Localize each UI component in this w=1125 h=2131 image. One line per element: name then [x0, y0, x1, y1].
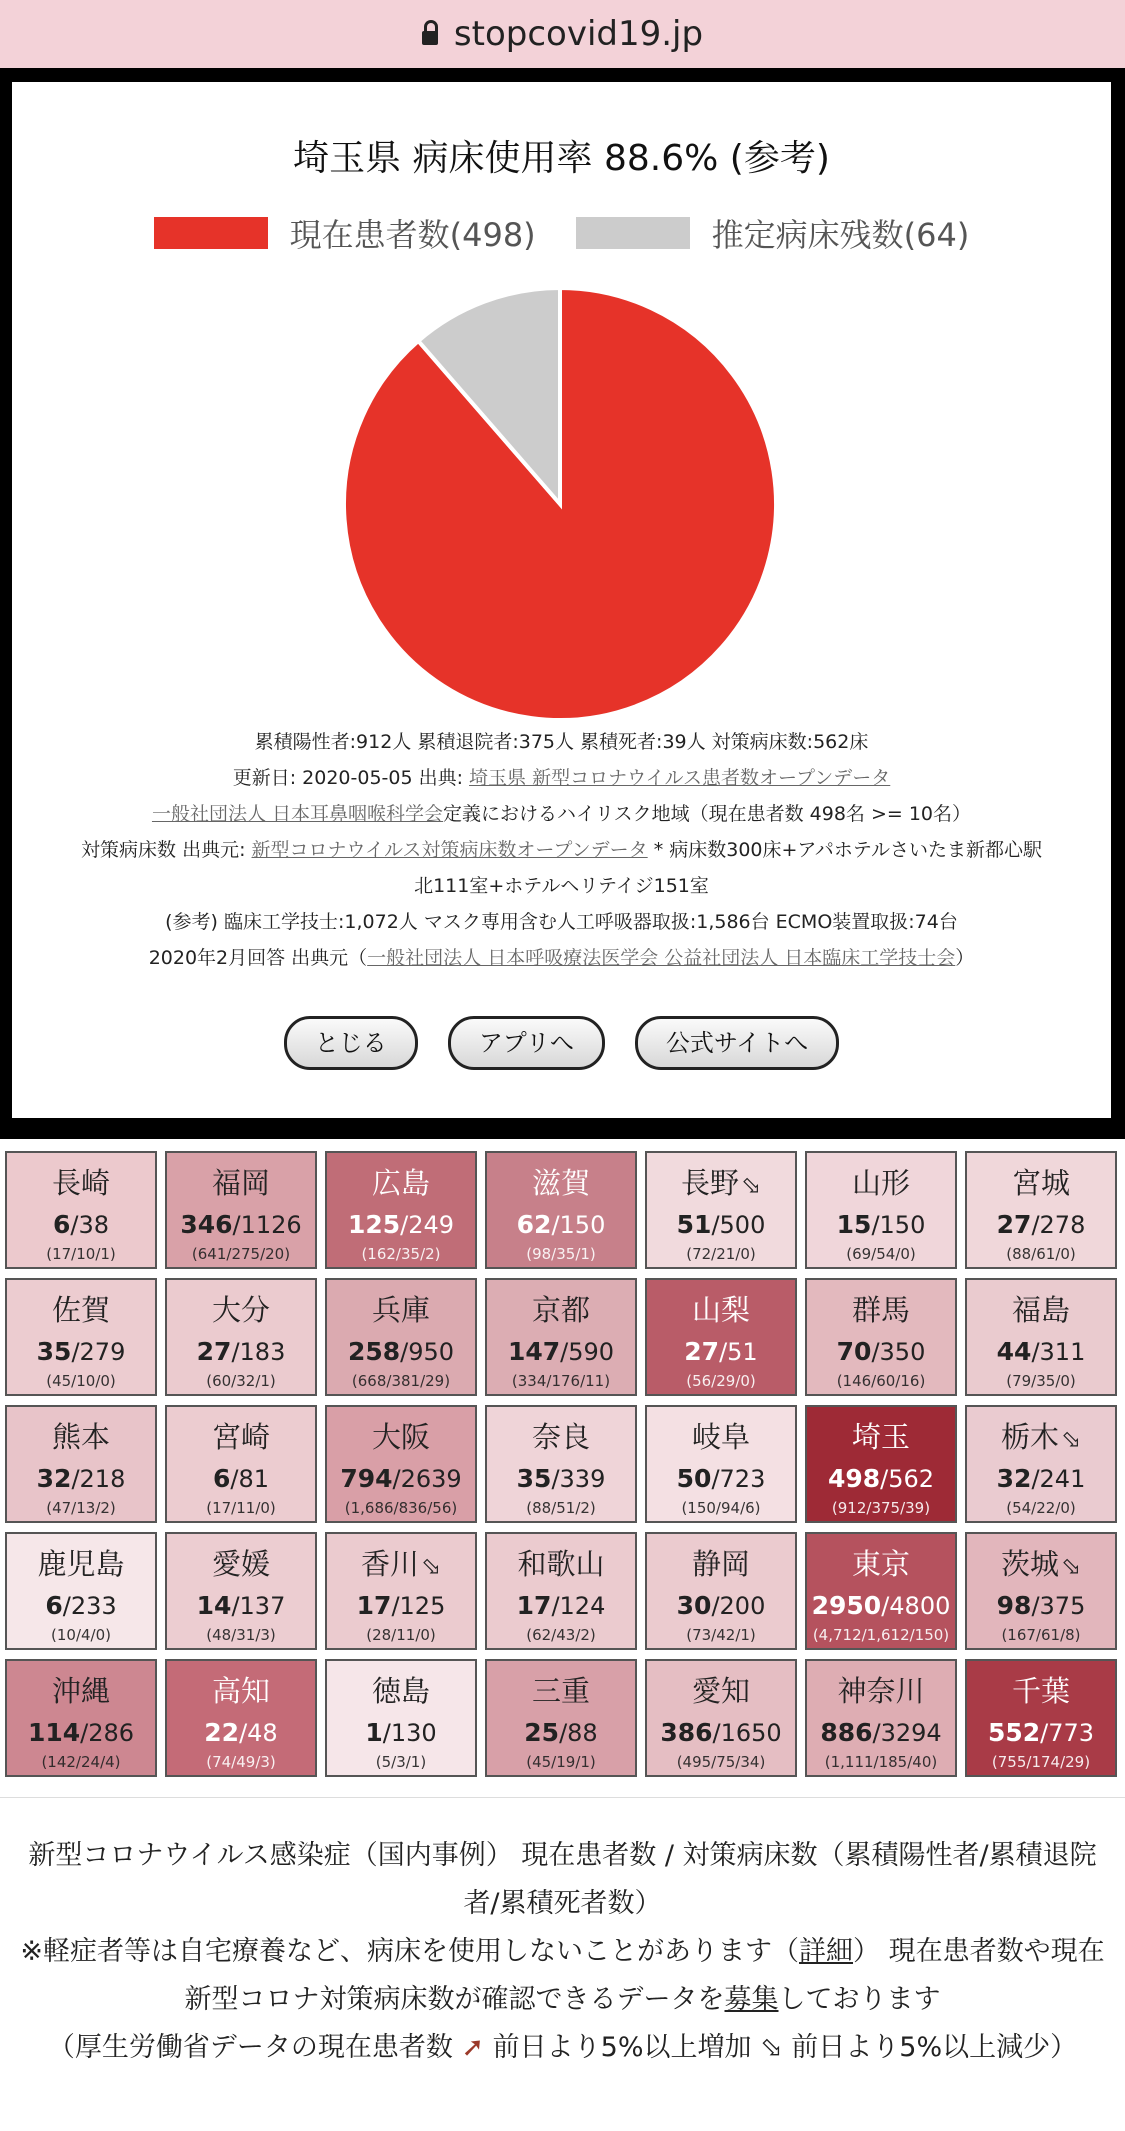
recruit-link[interactable]: 募集	[724, 1984, 779, 2015]
cumulative-stats: (28/11/0)	[366, 1626, 436, 1644]
prefecture-name	[967, 1415, 1115, 1456]
prefecture-cell[interactable]	[485, 1151, 637, 1269]
prefecture-name	[167, 1542, 315, 1583]
prefecture-name-text: 徳島	[371, 1674, 430, 1708]
cumulative-stats: (48/31/3)	[206, 1626, 276, 1644]
current-patients: 35	[36, 1337, 72, 1366]
prefecture-name-text: 福島	[1011, 1293, 1070, 1327]
patients-beds	[487, 1337, 635, 1366]
patients-beds	[807, 1464, 955, 1493]
cumulative-stats: (4,712/1,612/150)	[812, 1626, 950, 1644]
bed-count: /249	[400, 1211, 455, 1239]
prefecture-cell[interactable]	[325, 1659, 477, 1777]
cumulative-stats: (62/43/2)	[526, 1626, 596, 1644]
patients-beds	[807, 1210, 955, 1239]
decrease-arrow-icon: ⬂	[1060, 1552, 1082, 1580]
prefecture-cell[interactable]	[5, 1278, 157, 1396]
patients-beds	[647, 1591, 795, 1620]
footer-line3: （厚生労働省データの現在患者数 ➚ 前日より5%以上増加 ⬂ 前日より5%以上減少）	[47, 2032, 1078, 2063]
cumulative-stats: (54/22/0)	[1006, 1499, 1076, 1517]
prefecture-cell[interactable]	[805, 1532, 957, 1650]
prefecture-name	[647, 1415, 795, 1456]
bed-count: /183	[231, 1338, 286, 1366]
bed-count: /150	[871, 1211, 926, 1239]
prefecture-name-text: 兵庫	[371, 1293, 430, 1327]
prefecture-name-text: 埼玉	[851, 1420, 910, 1454]
current-patients: 30	[676, 1591, 712, 1620]
prefecture-name	[647, 1542, 795, 1583]
source-link-jibika[interactable]: 一般社団法人 日本耳鼻咽喉科学会	[151, 803, 443, 825]
cumulative-stats: (495/75/34)	[676, 1753, 766, 1771]
cumulative-stats: (17/11/0)	[206, 1499, 276, 1517]
modal-info	[12, 724, 1111, 976]
prefecture-name-text: 愛媛	[211, 1547, 270, 1581]
prefecture-name	[487, 1161, 635, 1202]
footer-line1: 新型コロナウイルス感染症（国内事例） 現在患者数 / 対策病床数（累積陽性者/累積退院者/累積死者数）	[28, 1840, 1097, 1919]
patients-beds	[167, 1210, 315, 1239]
cumulative-stats: (69/54/0)	[846, 1245, 916, 1263]
legend-item-current	[154, 210, 536, 256]
bed-count: /38	[70, 1211, 110, 1239]
current-patients: 27	[196, 1337, 232, 1366]
current-patients: 6	[45, 1591, 63, 1620]
prefecture-cell[interactable]	[325, 1405, 477, 1523]
current-patients: 147	[507, 1337, 561, 1366]
prefecture-cell[interactable]	[325, 1278, 477, 1396]
info-line7: 2020年2月回答 出典元（一般社団法人 日本呼吸療法医学会 公益社団法人 日本臨床工学技士会）	[148, 947, 975, 969]
cumulative-stats: (150/94/6)	[681, 1499, 761, 1517]
bed-count: /125	[391, 1592, 446, 1620]
prefecture-name-text: 佐賀	[51, 1293, 110, 1327]
prefecture-cell[interactable]	[805, 1659, 957, 1777]
prefecture-cell[interactable]	[5, 1151, 157, 1269]
legend-item-remaining	[576, 210, 970, 256]
legend-swatch-remaining	[576, 217, 690, 249]
cumulative-stats: (79/35/0)	[1006, 1372, 1076, 1390]
current-patients: 346	[180, 1210, 233, 1239]
prefecture-name-text: 長崎	[51, 1166, 110, 1200]
prefecture-cell[interactable]	[5, 1659, 157, 1777]
bed-count: /81	[230, 1465, 270, 1493]
prefecture-name	[967, 1669, 1115, 1710]
prefecture-cell[interactable]	[5, 1532, 157, 1650]
patients-beds	[327, 1337, 475, 1366]
patients-beds	[167, 1464, 315, 1493]
patients-beds	[327, 1591, 475, 1620]
prefecture-name	[327, 1161, 475, 1202]
source-link-saitama[interactable]: 埼玉県 新型コロナウイルス患者数オープンデータ	[469, 767, 891, 789]
modal-overlay	[0, 68, 1125, 1139]
bed-count: /1126	[232, 1211, 302, 1239]
cumulative-stats: (98/35/1)	[526, 1245, 596, 1263]
current-patients: 2950	[811, 1591, 882, 1620]
patients-beds	[647, 1464, 795, 1493]
bed-count: /279	[71, 1338, 126, 1366]
prefecture-name-text: 静岡	[691, 1547, 750, 1581]
prefecture-cell[interactable]	[165, 1659, 317, 1777]
current-patients: 17	[356, 1591, 392, 1620]
current-patients: 27	[684, 1337, 720, 1366]
current-patients: 886	[820, 1718, 873, 1747]
current-patients: 14	[196, 1591, 232, 1620]
prefecture-name	[807, 1669, 955, 1710]
prefecture-cell[interactable]	[5, 1405, 157, 1523]
patients-beds	[7, 1718, 155, 1747]
address-bar[interactable]	[0, 0, 1125, 68]
prefecture-name-text: 京都	[531, 1293, 590, 1327]
prefecture-name	[7, 1288, 155, 1329]
official-site-button[interactable]: 公式サイトへ	[635, 1016, 839, 1070]
prefecture-cell[interactable]	[965, 1278, 1117, 1396]
bed-count: /218	[71, 1465, 126, 1493]
patients-beds	[487, 1591, 635, 1620]
bed-count: /130	[382, 1719, 437, 1747]
prefecture-name	[487, 1542, 635, 1583]
current-patients: 32	[36, 1464, 72, 1493]
cumulative-stats: (641/275/20)	[191, 1245, 291, 1263]
cumulative-stats: (60/32/1)	[206, 1372, 276, 1390]
bed-count: /48	[239, 1719, 278, 1747]
cumulative-stats: (56/29/0)	[686, 1372, 756, 1390]
current-patients: 6	[52, 1210, 71, 1239]
cumulative-stats: (912/375/39)	[831, 1499, 931, 1517]
bed-count: /375	[1031, 1592, 1086, 1620]
info-line2: 更新日: 2020-05-05 出典: 埼玉県 新型コロナウイルス患者数オープンデータ	[232, 767, 891, 789]
current-patients: 70	[836, 1337, 872, 1366]
chart-legend	[12, 210, 1111, 256]
prefecture-name	[967, 1542, 1115, 1583]
source-link-beds[interactable]: 新型コロナウイルス対策病床数オープンデータ	[251, 839, 648, 861]
patients-beds	[807, 1718, 955, 1747]
prefecture-name	[967, 1288, 1115, 1329]
prefecture-cell[interactable]	[325, 1151, 477, 1269]
current-patients: 51	[676, 1210, 712, 1239]
current-patients: 15	[836, 1210, 872, 1239]
prefecture-name-text: 茨城	[1000, 1547, 1059, 1581]
prefecture-name	[327, 1542, 475, 1583]
prefecture-name	[7, 1669, 155, 1710]
bed-count: /950	[400, 1338, 455, 1366]
bed-count: /3294	[872, 1719, 942, 1747]
patients-beds	[967, 1464, 1115, 1493]
prefecture-name-text: 香川	[360, 1547, 419, 1581]
patients-beds	[327, 1718, 475, 1747]
prefecture-cell[interactable]	[965, 1659, 1117, 1777]
prefecture-name-text: 熊本	[51, 1420, 110, 1454]
patients-beds	[807, 1591, 955, 1620]
prefecture-name-text: 山梨	[691, 1293, 750, 1327]
current-patients: 498	[827, 1464, 881, 1493]
current-patients: 114	[27, 1718, 81, 1747]
prefecture-name-text: 広島	[371, 1166, 430, 1200]
bed-count: /2639	[392, 1465, 462, 1493]
current-patients: 62	[516, 1210, 552, 1239]
patients-beds	[967, 1718, 1115, 1747]
bed-count: /278	[1031, 1211, 1086, 1239]
cumulative-stats: (668/381/29)	[351, 1372, 451, 1390]
prefecture-name	[167, 1415, 315, 1456]
decrease-arrow-icon: ⬂	[740, 1171, 762, 1199]
details-link[interactable]: 詳細	[799, 1936, 854, 1967]
prefecture-name-text: 滋賀	[531, 1166, 590, 1200]
prefecture-cell[interactable]	[645, 1278, 797, 1396]
prefecture-name	[7, 1161, 155, 1202]
prefecture-name	[647, 1288, 795, 1329]
cumulative-stats: (167/61/8)	[1001, 1626, 1081, 1644]
patients-beds	[7, 1591, 155, 1620]
prefecture-cell[interactable]	[165, 1532, 317, 1650]
current-patients: 35	[516, 1464, 552, 1493]
prefecture-name	[807, 1161, 955, 1202]
cumulative-stats: (88/61/0)	[1006, 1245, 1076, 1263]
info-line4: 対策病床数 出典元: 新型コロナウイルス対策病床数オープンデータ * 病床数300床+アパホテルさいたま新都心駅	[81, 839, 1042, 861]
bed-count: /723	[711, 1465, 766, 1493]
prefecture-name	[167, 1669, 315, 1710]
bed-count: /500	[711, 1211, 766, 1239]
app-button[interactable]: アプリへ	[448, 1016, 605, 1070]
prefecture-name	[167, 1288, 315, 1329]
pie-chart	[340, 284, 780, 724]
current-patients: 32	[996, 1464, 1032, 1493]
prefecture-cell[interactable]	[645, 1659, 797, 1777]
current-patients: 125	[347, 1210, 401, 1239]
prefecture-name-text: 大阪	[371, 1420, 430, 1454]
current-patients: 50	[676, 1464, 712, 1493]
bed-usage-modal	[12, 82, 1111, 1118]
patients-beds	[7, 1337, 155, 1366]
bed-count: /1650	[712, 1719, 782, 1747]
bed-count: /150	[551, 1211, 606, 1239]
prefecture-cell[interactable]	[325, 1532, 477, 1650]
prefecture-cell[interactable]	[485, 1659, 637, 1777]
bed-count: /200	[711, 1592, 766, 1620]
cumulative-stats: (45/19/1)	[526, 1753, 596, 1771]
increase-arrow-icon: ➚	[461, 2032, 485, 2063]
prefecture-name-text: 福岡	[211, 1166, 270, 1200]
current-patients: 794	[340, 1464, 393, 1493]
bed-count: /339	[551, 1465, 606, 1493]
current-patients: 44	[996, 1337, 1032, 1366]
modal-title: 埼玉県 病床使用率 88.6% (参考)	[293, 138, 830, 179]
bed-count: /773	[1040, 1719, 1095, 1747]
prefecture-cell[interactable]	[965, 1532, 1117, 1650]
prefecture-name-text: 高知	[211, 1674, 270, 1708]
bed-count: /4800	[881, 1592, 951, 1620]
prefecture-name	[167, 1161, 315, 1202]
patients-beds	[327, 1210, 475, 1239]
cumulative-stats: (72/21/0)	[686, 1245, 756, 1263]
prefecture-name-text: 和歌山	[517, 1547, 605, 1581]
prefecture-cell[interactable]	[645, 1151, 797, 1269]
prefecture-name	[647, 1161, 795, 1202]
decrease-arrow-icon: ⬂	[420, 1552, 442, 1580]
cumulative-stats: (334/176/11)	[511, 1372, 611, 1390]
prefecture-name-text: 愛知	[691, 1674, 750, 1708]
cumulative-stats: (1,111/185/40)	[824, 1753, 938, 1771]
prefecture-name	[967, 1161, 1115, 1202]
bed-count: /590	[560, 1338, 615, 1366]
patients-beds	[167, 1337, 315, 1366]
prefecture-name-text: 沖縄	[51, 1674, 110, 1708]
prefecture-grid	[0, 1112, 1125, 1798]
current-patients: 25	[524, 1718, 560, 1747]
prefecture-name	[327, 1669, 475, 1710]
info-line5: 北111室+ホテルヘリテイジ151室	[414, 875, 709, 897]
prefecture-name-text: 群馬	[851, 1293, 910, 1327]
current-patients: 17	[516, 1591, 552, 1620]
close-button[interactable]: とじる	[284, 1016, 418, 1070]
patients-beds	[487, 1464, 635, 1493]
bed-count: /88	[559, 1719, 598, 1747]
source-link-societies[interactable]: 一般社団法人 日本呼吸療法医学会 公益社団法人 日本臨床工学技士会	[367, 947, 956, 969]
bed-count: /51	[719, 1338, 758, 1366]
patients-beds	[807, 1337, 955, 1366]
prefecture-name-text: 千葉	[1011, 1674, 1070, 1708]
prefecture-name-text: 神奈川	[837, 1674, 925, 1708]
patients-beds	[967, 1337, 1115, 1366]
prefecture-name	[807, 1415, 955, 1456]
patients-beds	[647, 1337, 795, 1366]
bed-count: /241	[1031, 1465, 1086, 1493]
patients-beds	[327, 1464, 475, 1493]
bed-count: /286	[80, 1719, 135, 1747]
prefecture-name	[807, 1542, 955, 1583]
info-line3: 一般社団法人 日本耳鼻咽喉科学会定義におけるハイリスク地域（現在患者数 498名 >= 10名）	[151, 803, 972, 825]
prefecture-name-text: 長野	[680, 1166, 739, 1200]
prefecture-name-text: 山形	[851, 1166, 910, 1200]
patients-beds	[7, 1210, 155, 1239]
patients-beds	[967, 1210, 1115, 1239]
footer-notes	[20, 1832, 1105, 2072]
prefecture-cell[interactable]	[485, 1405, 637, 1523]
current-patients: 552	[987, 1718, 1041, 1747]
cumulative-stats: (10/4/0)	[51, 1626, 111, 1644]
prefecture-name-text: 宮城	[1011, 1166, 1070, 1200]
prefecture-name	[7, 1542, 155, 1583]
prefecture-cell[interactable]	[645, 1532, 797, 1650]
prefecture-cell[interactable]	[165, 1151, 317, 1269]
current-patients: 386	[660, 1718, 713, 1747]
cumulative-stats: (5/3/1)	[375, 1753, 427, 1771]
modal-buttons	[12, 1016, 1111, 1070]
prefecture-name-text: 大分	[211, 1293, 270, 1327]
cumulative-stats: (1,686/836/56)	[344, 1499, 458, 1517]
current-patients: 6	[212, 1464, 231, 1493]
current-patients: 27	[996, 1210, 1032, 1239]
prefecture-name	[327, 1288, 475, 1329]
legend-label-current: 現在患者数(498)	[289, 216, 536, 254]
prefecture-name	[327, 1415, 475, 1456]
decrease-arrow-icon: ⬂	[760, 2032, 783, 2063]
url-text: stopcovid19.jp	[453, 14, 704, 54]
prefecture-name	[647, 1669, 795, 1710]
cumulative-stats: (162/35/2)	[361, 1245, 441, 1263]
footer-line2: ※軽症者等は自宅療養など、病床を使用しないことがあります（詳細） 現在患者数や現在新型コロナ対策病床数が確認できるデータを募集しております	[20, 1936, 1105, 2015]
patients-beds	[647, 1718, 795, 1747]
prefecture-cell[interactable]	[485, 1532, 637, 1650]
patients-beds	[487, 1210, 635, 1239]
lock-icon	[422, 31, 438, 45]
cumulative-stats: (142/24/4)	[41, 1753, 121, 1771]
legend-label-remaining: 推定病床残数(64)	[711, 216, 970, 254]
prefecture-name-text: 奈良	[531, 1420, 590, 1454]
cumulative-stats: (755/174/29)	[991, 1753, 1091, 1771]
prefecture-cell[interactable]	[165, 1278, 317, 1396]
legend-swatch-current	[154, 217, 268, 249]
bed-count: /350	[871, 1338, 926, 1366]
patients-beds	[167, 1718, 315, 1747]
current-patients: 22	[204, 1718, 240, 1747]
decrease-arrow-icon: ⬂	[1060, 1425, 1082, 1453]
prefecture-cell[interactable]	[965, 1405, 1117, 1523]
prefecture-name	[807, 1288, 955, 1329]
cumulative-stats: (73/42/1)	[686, 1626, 756, 1644]
bed-count: /562	[880, 1465, 935, 1493]
current-patients: 98	[996, 1591, 1032, 1620]
info-line1: 累積陽性者:912人 累積退院者:375人 累積死者:39人 対策病床数:562床	[254, 731, 869, 753]
prefecture-name-text: 宮崎	[211, 1420, 270, 1454]
patients-beds	[487, 1718, 635, 1747]
prefecture-cell[interactable]	[645, 1405, 797, 1523]
prefecture-name	[7, 1415, 155, 1456]
prefecture-cell[interactable]	[805, 1278, 957, 1396]
prefecture-cell[interactable]	[805, 1151, 957, 1269]
prefecture-cell[interactable]	[805, 1405, 957, 1523]
prefecture-name-text: 岐阜	[691, 1420, 750, 1454]
prefecture-name-text: 鹿児島	[37, 1547, 125, 1581]
bed-count: /233	[62, 1592, 117, 1620]
patients-beds	[7, 1464, 155, 1493]
info-line6: (参考) 臨床工学技士:1,072人 マスク専用含む人工呼吸器取扱:1,586台 ECMO装置取扱:74台	[165, 911, 958, 933]
cumulative-stats: (146/60/16)	[836, 1372, 926, 1390]
patients-beds	[647, 1210, 795, 1239]
cumulative-stats: (17/10/1)	[46, 1245, 116, 1263]
cumulative-stats: (47/13/2)	[46, 1499, 116, 1517]
cumulative-stats: (74/49/3)	[206, 1753, 276, 1771]
current-patients: 258	[347, 1337, 401, 1366]
prefecture-name-text: 栃木	[1000, 1420, 1059, 1454]
cumulative-stats: (88/51/2)	[526, 1499, 596, 1517]
cumulative-stats: (45/10/0)	[46, 1372, 116, 1390]
prefecture-name	[487, 1415, 635, 1456]
patients-beds	[167, 1591, 315, 1620]
prefecture-name-text: 東京	[851, 1547, 910, 1581]
prefecture-cell[interactable]	[485, 1278, 637, 1396]
bed-count: /311	[1031, 1338, 1086, 1366]
bed-count: /124	[551, 1592, 606, 1620]
prefecture-cell[interactable]	[165, 1405, 317, 1523]
bed-count: /137	[231, 1592, 286, 1620]
current-patients: 1	[365, 1718, 383, 1747]
prefecture-name-text: 三重	[531, 1674, 590, 1708]
patients-beds	[967, 1591, 1115, 1620]
prefecture-name	[487, 1288, 635, 1329]
prefecture-cell[interactable]	[965, 1151, 1117, 1269]
prefecture-name	[487, 1669, 635, 1710]
